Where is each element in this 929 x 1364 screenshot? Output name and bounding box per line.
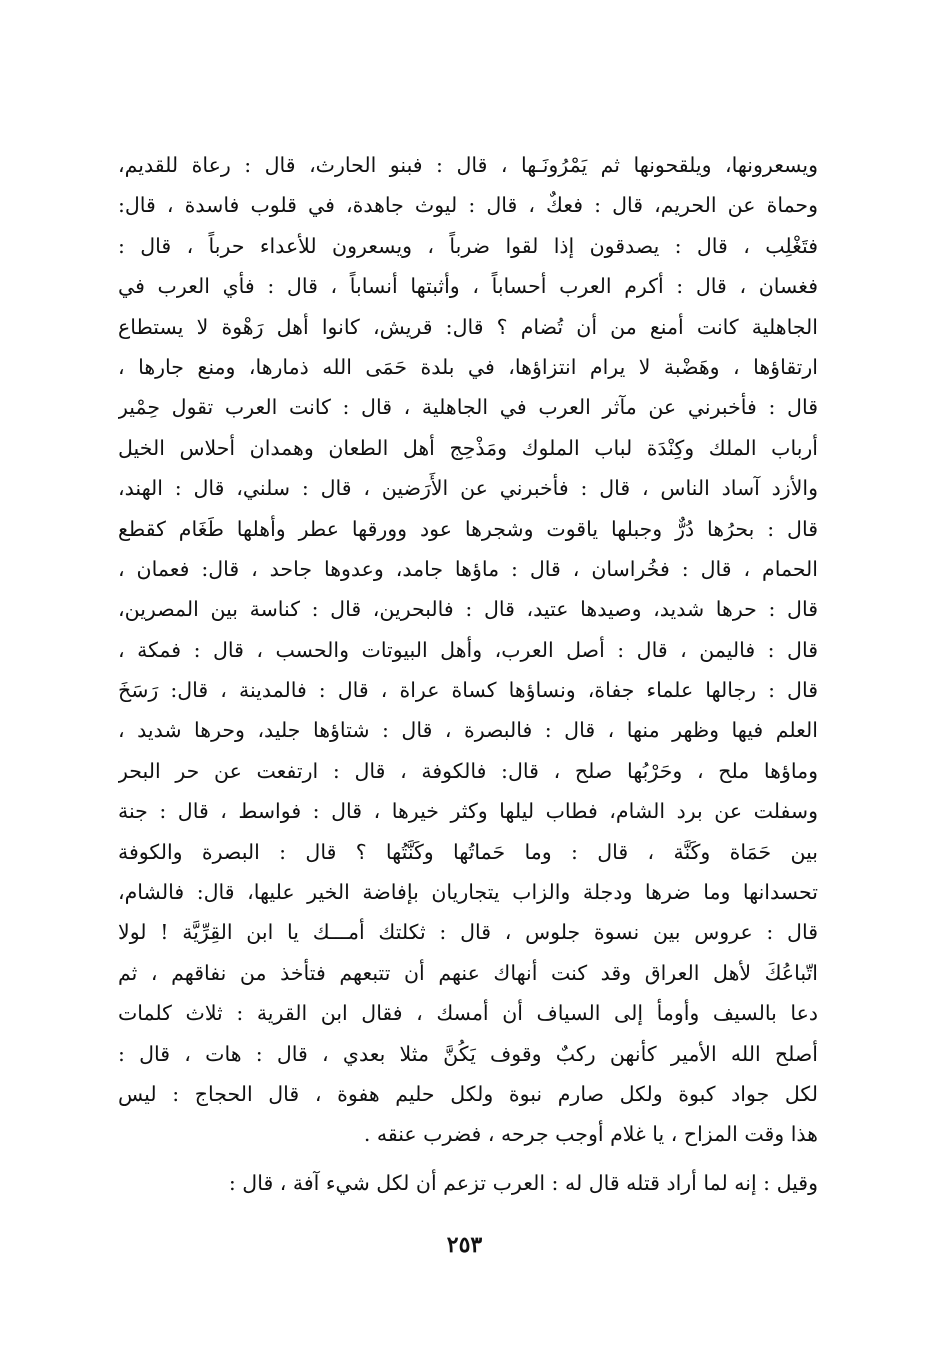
text-line: فتَغْلِب ، قال : يصدقون إذا لقوا ضرباً ، ويسعرون للأعداء حرباً ، قال :	[118, 233, 818, 258]
text-line: قال : بحرُها دُرٌّ وجبلها ياقوت وشجرها عود وورقها عطر وأهلها طَغَام كقطع	[118, 516, 818, 541]
text-line: دعا بالسيف وأومأ إلى السياف أن أمسك ، فقال ابن القرية : ثلاث كلمات	[118, 1001, 818, 1026]
text-line: أصلح الله الأمير كأنهن ركبٌ وقوف يَكُنَّ مثلا بعدي ، قال : هات ، قال :	[118, 1041, 818, 1066]
text-line: اتّباعُكَ لأهل العراق وقد كنت أنهاك عنهم أن تتبعهم فتأخذ من نفاقهم ، ثم	[118, 960, 818, 985]
text-line: وحماة عن الحريم، قال : فعكٌ ، قال : ليوث جاهدة، في قلوب فاسدة ، قال:	[118, 193, 818, 218]
text-line: قال : فاليمن ، قال : أصل العرب، وأهل البيوتات والحسب ، قال : فمكة ،	[118, 637, 818, 662]
text-line: الحمام ، قال : فخُراسان ، قال : ماؤها جامد، وعدوها جاحد ، قال: فعمان ،	[118, 556, 818, 581]
text-line: قال : عروس بين نسوة جلوس ، قال : ثكلتك أمـــك يا ابن القِرِّيَّة ! لولا	[118, 920, 818, 945]
text-line: هذا وقت المزاح ، يا غلام أوجب جرحه ، فضرب عنقه .	[363, 1122, 818, 1147]
paragraph-gap	[118, 1155, 818, 1163]
text-line: قال : رجالها علماء جفاة، ونساؤها كساة عراة ، قال : فالمدينة ، قال: رَسَخَ	[118, 678, 818, 703]
text-line: تحسدانها وما ضرها ودجلة والزاب يتجاريان بإفاضة الخير عليها، قال: فالشام،	[118, 880, 818, 905]
text-line: فغسان ، قال : أكرم العرب أحساباً ، وأثبتها أنساباً ، قال : فأي العرب في	[118, 274, 818, 299]
text-line: الجاهلية كانت أمنع من أن تُضام ؟ قال: قريش، كانوا أهل رَهْوة لا يستطاع	[118, 314, 818, 339]
text-line: قال : فأخبرني عن مآثر العرب في الجاهلية ، قال : كانت العرب تقول حِمْير	[118, 395, 818, 420]
text-line: العلم فيها وظهر منها ، قال : فالبصرة ، قال : شتاؤها جليد، وحرها شديد ،	[118, 718, 818, 743]
last-paragraph-line: وقيل : إنه لما أراد قتله قال له : العرب تزعم أن لكل شيء آفة ، قال :	[228, 1170, 818, 1195]
text-line: وسفلت عن برد الشام، فطاب ليلها وكثر خيرها ، قال : فواسط ، قال : جنة	[118, 799, 818, 824]
text-line: ارتقاؤها ، وهَضْبة لا يرام انتزاؤها، في بلدة حَمَى الله ذمارها، ومنع جارها ،	[118, 354, 818, 379]
text-line: وماؤها ملح ، وحَرْبُها صلح ، قال: فالكوفة ، قال : ارتفعت عن حر البحر	[118, 758, 818, 783]
text-line: ويسعرونها، ويلقحونها ثم يَمْرُونَـها ، قال : فبنو الحارث، قال : رعاة للقديم،	[118, 153, 818, 177]
text-line: لكل جواد كبوة ولكل صارم نبوة ولكل حليم هفوة ، قال الحجاج : ليس	[118, 1081, 818, 1106]
text-line: بين حَمَاة وكَنَّة ، قال : وما حَماتُها وكَنَّتُها ؟ قال : البصرة والكوفة	[118, 839, 818, 864]
text-line: أرباب الملك وكِنْدَة لباب الملوك ومَذْحِج أهل الطعان وهمدان أحلاس الخيل	[118, 435, 818, 460]
text-line: قال : حرها شديد، وصيدها عتيد، قال : فالبحرين، قال : كناسة بين المصرين،	[118, 597, 818, 622]
page-number: ٢٥٣	[446, 1232, 483, 1258]
text-line: والأزد آساد الناس ، قال : فأخبرني عن الأَرَضين ، قال : سلني، قال : الهند،	[118, 476, 818, 501]
body-text	[118, 145, 818, 1203]
